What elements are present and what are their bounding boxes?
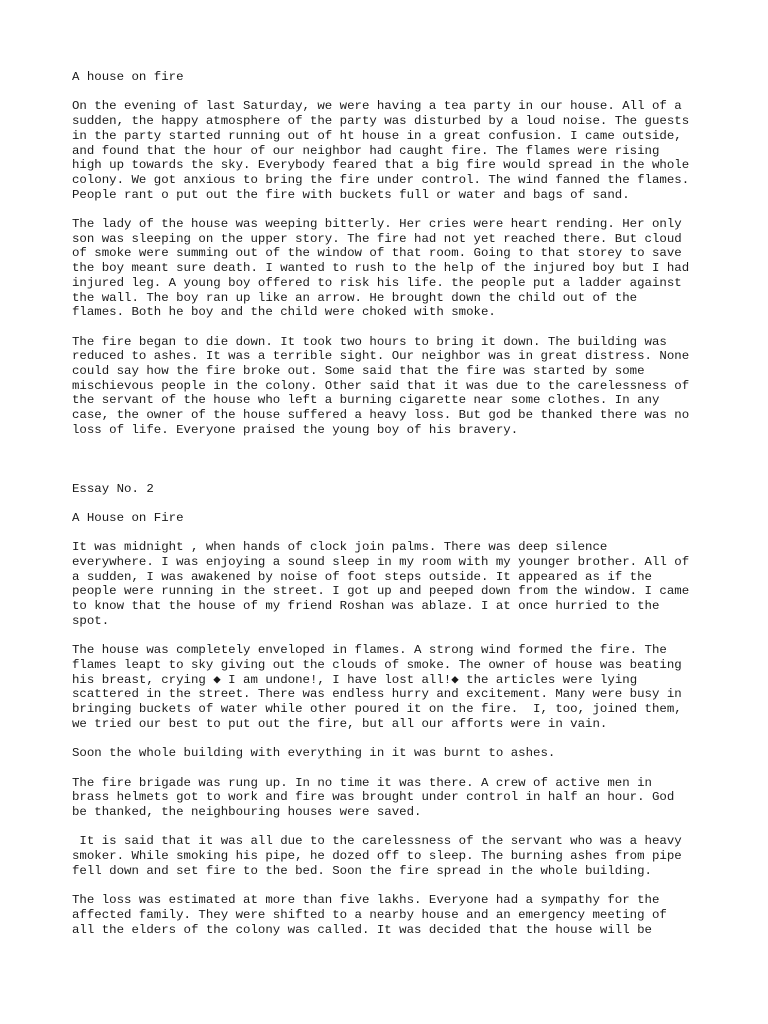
text-line: On the evening of last Saturday, we were having a tea party in our house. All of a [72,99,682,114]
text-line: case, the owner of the house suffered a heavy loss. But god be thanked there was no [72,408,690,423]
text-line: and found that the hour of our neighbor had caught fire. The flames were rising [72,143,660,158]
text-line: loss of life. Everyone praised the young boy of his bravery. [72,422,519,437]
text-line: flames. Both he boy and the child were choked with smoke. [72,305,496,320]
text-line: a sudden, I was awakened by noise of foot steps outside. It appeared as if the [72,569,652,584]
essay1-paragraph-1 [72,99,712,202]
text-line: The fire brigade was rung up. In no time it was there. A crew of active men in [72,775,652,790]
text-line: scattered in the street. There was endless hurry and excitement. Many were busy in [72,687,682,702]
text-line: affected family. They were shifted to a nearby house and an emergency meeting of [72,907,667,922]
text-line: sudden, the happy atmosphere of the party was disturbed by a loud noise. The guests [72,114,690,129]
text-line: colony. We got anxious to bring the fire under control. The wind fanned the flames. [72,172,690,187]
text-line: People rant o put out the fire with buckets full or water and bags of sand. [72,187,630,202]
essay2-title: A House on Fire [72,510,184,525]
text-line: brass helmets got to work and fire was brought under control in half an hour. God [72,790,675,805]
text-line: the servant of the house who left a burning cigarette near some clothes. In any [72,393,660,408]
text-line: reduced to ashes. It was a terrible sight. Our neighbor was in great distress. None [72,349,690,364]
text-line: son was sleeping on the upper story. The fire had not yet reached there. But cloud [72,231,682,246]
essay2-paragraph-4 [72,776,712,820]
text-line: his breast, crying ◆ I am undone!, I have lost all!◆ the articles were lying [72,672,638,687]
text-line: The loss was estimated at more than five lakhs. Everyone had a sympathy for the [72,893,660,908]
essay2-paragraph-3 [72,746,712,761]
text-line: all the elders of the colony was called. It was decided that the house will be [72,922,652,937]
text-line: be thanked, the neighbouring houses were saved. [72,804,422,819]
text-line: people were running in the street. I got up and peeped down from the window. I came [72,584,690,599]
essay2-paragraph-6 [72,893,712,937]
essay2-paragraph-5 [72,834,712,878]
text-line: flames leapt to sky giving out the clouds of smoke. The owner of house was beating [72,657,682,672]
text-line: the boy meant sure death. I wanted to rush to the help of the injured boy but I had [72,261,690,276]
text-line: It is said that it was all due to the carelessness of the servant who was a heavy [72,834,682,849]
essay1-title: A house on fire [72,70,184,84]
text-line: everywhere. I was enjoying a sound sleep in my room with my younger brother. All of [72,555,690,570]
document-page [72,70,712,937]
text-line: The lady of the house was weeping bitterly. Her cries were heart rending. Her only [72,217,682,231]
text-line: fell down and set fire to the bed. Soon the fire spread in the whole building. [72,863,652,878]
text-line: to know that the house of my friend Roshan was ablaze. I at once hurried to the [72,599,660,614]
text-line: could say how the fire broke out. Some said that the fire was started by some [72,364,645,379]
text-line: mischievous people in the colony. Other said that it was due to the carelessness of [72,378,690,393]
text-line: the wall. The boy ran up like an arrow. He brought down the child out of the [72,290,638,305]
essay1-paragraph-2 [72,217,712,320]
text-line: bringing buckets of water while other poured it on the fire. I, too, joined them, [72,702,682,717]
text-line: spot. [72,613,110,628]
text-line: high up towards the sky. Everybody feared that a big fire would spread in the whole [72,158,690,173]
essay1-paragraph-3 [72,335,712,438]
text-line: Soon the whole building with everything in it was burnt to ashes. [72,746,556,761]
text-line: It was midnight , when hands of clock join palms. There was deep silence [72,540,608,555]
text-line: of smoke were summing out of the window of that room. Going to that storey to save [72,246,682,261]
text-line: injured leg. A young boy offered to risk his life. the people put a ladder against [72,275,682,290]
text-line: in the party started running out of ht house in a great confusion. I came outside, [72,128,682,143]
text-line: we tried our best to put out the fire, but all our afforts were in vain. [72,716,608,731]
essay2-label: Essay No. 2 [72,481,154,496]
essay2-paragraph-2 [72,643,712,731]
text-line: The house was completely enveloped in flames. A strong wind formed the fire. The [72,643,667,658]
text-line: smoker. While smoking his pipe, he dozed off to sleep. The burning ashes from pipe [72,849,682,864]
text-line: The fire began to die down. It took two hours to bring it down. The building was [72,334,667,349]
essay2-paragraph-1 [72,540,712,628]
